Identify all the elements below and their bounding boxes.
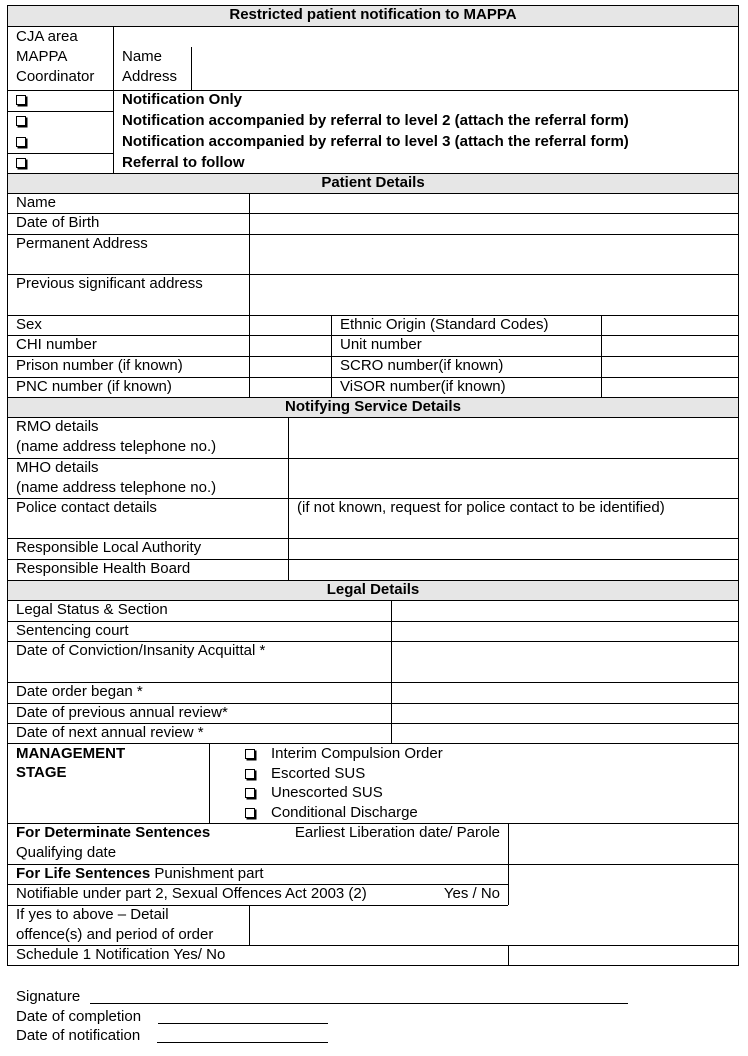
visor-number-field[interactable] (601, 377, 739, 397)
scro-number-label: SCRO number(if known) (340, 357, 504, 374)
rmo-title: RMO details (16, 418, 99, 435)
pnc-number-label: PNC number (if known) (16, 378, 172, 395)
cja-area-label: CJA area (16, 28, 78, 45)
visor-number-label: ViSOR number(if known) (340, 378, 506, 395)
row-divider (7, 397, 739, 398)
table-border (738, 5, 739, 966)
life-sentences-row (7, 864, 739, 884)
coordinator-name-label: Name (122, 48, 163, 65)
chi-number-field[interactable] (249, 335, 331, 356)
ethnic-origin-field[interactable] (601, 315, 739, 335)
coordinator-details-field[interactable] (192, 26, 739, 90)
life-bold-label: For Life Sentences (16, 865, 151, 882)
health-board-field[interactable] (288, 559, 739, 580)
row-divider (7, 864, 739, 865)
table-border (7, 5, 8, 966)
row-divider (7, 703, 739, 704)
stage-option-label: Escorted SUS (271, 764, 366, 782)
mho-field[interactable] (288, 458, 739, 498)
notification-option-row (7, 90, 739, 111)
notification-option-row (7, 132, 739, 153)
date-of-notification-line[interactable] (157, 1042, 328, 1043)
previous-review-label: Date of previous annual review* (16, 704, 228, 721)
patient-name-field[interactable] (249, 193, 739, 213)
rmo-field[interactable] (288, 417, 739, 458)
stage-option-label: Unescorted SUS (271, 784, 383, 801)
column-divider (391, 600, 392, 743)
row-divider (7, 213, 739, 214)
row-divider (7, 641, 739, 642)
row-divider (7, 417, 739, 418)
mho-row (7, 458, 739, 498)
pnc-number-field[interactable] (249, 377, 331, 397)
determinate-line-2: Qualifying date (16, 844, 117, 861)
checkbox-icon (16, 137, 26, 147)
column-divider (288, 417, 289, 580)
row-divider (7, 884, 508, 885)
rmo-subtitle: (name address telephone no.) (16, 438, 217, 455)
row-divider (7, 315, 739, 316)
checkbox-icon (16, 116, 26, 126)
police-contact-note: (if not known, request for police contact to be identified) (297, 499, 665, 516)
mappa-notification-form (7, 5, 739, 966)
column-divider (249, 905, 250, 945)
pnc-visor-row (7, 377, 739, 397)
legal-details-header: Legal Details (7, 580, 739, 600)
date-of-notification-label: Date of notification (16, 1027, 141, 1044)
previous-address-field[interactable] (249, 274, 739, 315)
offence-details-field[interactable] (249, 905, 739, 945)
schedule1-field[interactable] (508, 945, 739, 966)
conviction-date-label: Date of Conviction/Insanity Acquittal * (16, 642, 266, 659)
notification-option-label: Notification accompanied by referral to level 3 (attach the referral form) (122, 133, 629, 150)
stage-option-conditional-discharge[interactable] (245, 803, 443, 823)
previous-review-field[interactable] (391, 703, 739, 723)
row-divider (7, 458, 739, 459)
determinate-sentences-row (7, 823, 739, 864)
row-divider (7, 335, 739, 336)
health-board-row (7, 559, 739, 580)
order-began-label: Date order began * (16, 683, 143, 700)
column-divider (601, 315, 602, 397)
conviction-date-row (7, 641, 739, 682)
prison-scro-row (7, 356, 739, 377)
signature-line[interactable] (90, 1003, 628, 1004)
if-yes-label (7, 905, 249, 945)
police-contact-row (7, 498, 739, 538)
row-divider (7, 498, 739, 499)
row-divider (7, 234, 739, 235)
row-divider (7, 682, 739, 683)
coordinator-label: Coordinator (16, 68, 95, 85)
life-sentences-field[interactable] (508, 864, 739, 884)
sex-label: Sex (16, 316, 42, 333)
sex-ethnic-row (7, 315, 739, 335)
next-review-label: Date of next annual review * (16, 724, 204, 741)
referral-to-follow-checkbox[interactable] (7, 153, 113, 173)
mappa-label: MAPPA (16, 48, 68, 65)
rmo-label (7, 417, 288, 458)
police-contact-label: Police contact details (16, 499, 157, 516)
row-divider (7, 945, 739, 946)
if-yes-row (7, 905, 739, 945)
patient-name-label: Name (16, 194, 57, 211)
coordinator-address-label: Address (122, 68, 178, 85)
order-began-field[interactable] (391, 682, 739, 703)
schedule1-label: Schedule 1 Notification Yes/ No (16, 946, 226, 963)
local-authority-field[interactable] (288, 538, 739, 559)
permanent-address-row (7, 234, 739, 274)
date-of-completion-label: Date of completion (16, 1008, 142, 1025)
sex-field[interactable] (249, 315, 331, 335)
management-label: MANAGEMENT (16, 745, 126, 762)
column-divider (191, 47, 192, 90)
chi-number-label: CHI number (16, 336, 97, 353)
row-divider (7, 580, 739, 581)
previous-review-row (7, 703, 739, 723)
form-title: Restricted patient notification to MAPPA (7, 5, 739, 26)
row-divider (7, 26, 739, 27)
next-review-row (7, 723, 739, 743)
local-authority-label: Responsible Local Authority (16, 539, 202, 556)
local-authority-row (7, 538, 739, 559)
mho-title: MHO details (16, 459, 99, 476)
police-contact-field[interactable] (288, 498, 739, 538)
sentencing-court-field[interactable] (391, 621, 739, 641)
unit-number-field[interactable] (601, 335, 739, 356)
column-divider (249, 193, 250, 397)
notification-option-row (7, 153, 739, 173)
schedule1-row (7, 945, 739, 966)
unit-number-label: Unit number (340, 336, 422, 353)
notifiable-yes-no[interactable]: Yes / No (443, 885, 500, 902)
row-divider (7, 90, 739, 91)
stage-option-escorted-sus[interactable] (245, 764, 443, 784)
permanent-address-label: Permanent Address (16, 235, 148, 252)
chi-unit-row (7, 335, 739, 356)
row-divider (7, 377, 739, 378)
dob-row (7, 213, 739, 234)
legal-status-row (7, 600, 739, 621)
referral-level-2-checkbox[interactable] (7, 111, 113, 132)
coordinator-labels (113, 26, 191, 90)
stage-option-label: Interim Compulsion Order (271, 745, 443, 762)
table-border (7, 5, 739, 6)
row-divider (7, 193, 739, 194)
notification-option-label: Notification Only (122, 91, 242, 108)
signature-label: Signature (16, 988, 81, 1005)
notification-option-label: Referral to follow (122, 154, 245, 171)
column-divider (113, 26, 114, 173)
prison-number-field[interactable] (249, 356, 331, 377)
mho-label (7, 458, 288, 498)
if-yes-line-2: offence(s) and period of order (16, 926, 214, 943)
notification-only-checkbox[interactable] (7, 90, 113, 111)
row-divider (7, 905, 508, 906)
date-of-completion-line[interactable] (158, 1023, 328, 1024)
checkbox-icon (245, 769, 255, 779)
conviction-date-field[interactable] (391, 641, 739, 682)
legal-status-label: Legal Status & Section (16, 601, 168, 618)
column-divider (508, 945, 509, 966)
determinate-line-1 (16, 823, 508, 843)
row-divider (7, 153, 113, 154)
notifying-service-header: Notifying Service Details (7, 397, 739, 417)
row-divider (7, 173, 739, 174)
determinate-sentences-label (7, 823, 508, 864)
sentencing-court-row (7, 621, 739, 641)
checkbox-icon (16, 95, 26, 105)
legal-status-field[interactable] (391, 600, 739, 621)
cja-block (7, 26, 739, 90)
row-divider (7, 356, 739, 357)
row-divider (7, 600, 739, 601)
notifiable-row (7, 884, 739, 905)
row-divider (7, 559, 739, 560)
determinate-sentences-field[interactable] (508, 823, 739, 864)
stage-label: STAGE (16, 764, 67, 781)
checkbox-icon (16, 158, 26, 168)
previous-address-row (7, 274, 739, 315)
ethnic-origin-label: Ethnic Origin (Standard Codes) (340, 316, 549, 333)
determinate-rest-label: Earliest Liberation date/ Parole (294, 824, 500, 841)
notifiable-label (7, 884, 508, 905)
stage-option-label: Conditional Discharge (271, 803, 418, 821)
mho-subtitle: (name address telephone no.) (16, 479, 217, 496)
health-board-label: Responsible Health Board (16, 560, 191, 577)
column-divider (209, 743, 210, 823)
table-border (7, 965, 739, 966)
row-divider (7, 743, 739, 744)
referral-level-3-checkbox[interactable] (7, 132, 113, 153)
order-began-row (7, 682, 739, 703)
next-review-field[interactable] (391, 723, 739, 743)
notifiable-text: Notifiable under part 2, Sexual Offences Act 2003 (2) (16, 885, 367, 902)
scro-number-field[interactable] (601, 356, 739, 377)
determinate-bold-label: For Determinate Sentences (16, 824, 211, 841)
row-divider (7, 111, 113, 112)
previous-address-label: Previous significant address (16, 275, 203, 292)
dob-field[interactable] (249, 213, 739, 234)
stage-option-interim-compulsion[interactable] (245, 744, 443, 764)
rmo-row (7, 417, 739, 458)
prison-number-label: Prison number (if known) (16, 357, 183, 374)
row-divider (7, 823, 739, 824)
checkbox-icon (245, 788, 255, 798)
checkbox-icon (245, 749, 255, 759)
notification-option-row (7, 111, 739, 132)
column-divider (508, 823, 509, 905)
patient-name-row (7, 193, 739, 213)
life-sentences-label (7, 864, 508, 884)
checkbox-icon (245, 808, 255, 818)
sentencing-court-label: Sentencing court (16, 622, 129, 639)
dob-label: Date of Birth (16, 214, 100, 231)
patient-details-header: Patient Details (7, 173, 739, 193)
row-divider (7, 538, 739, 539)
column-divider (331, 315, 332, 397)
management-stage-label (7, 743, 209, 823)
row-divider (7, 723, 739, 724)
life-rest-label: Punishment part (154, 865, 264, 882)
notification-option-label: Notification accompanied by referral to level 2 (attach the referral form) (122, 112, 629, 129)
management-stage-row (7, 743, 739, 823)
if-yes-line-1: If yes to above – Detail (16, 906, 169, 923)
permanent-address-field[interactable] (249, 234, 739, 274)
stage-option-unescorted-sus[interactable] (245, 783, 443, 803)
management-stage-options (245, 744, 443, 822)
row-divider (7, 621, 739, 622)
row-divider (7, 274, 739, 275)
cja-labels (7, 26, 113, 90)
